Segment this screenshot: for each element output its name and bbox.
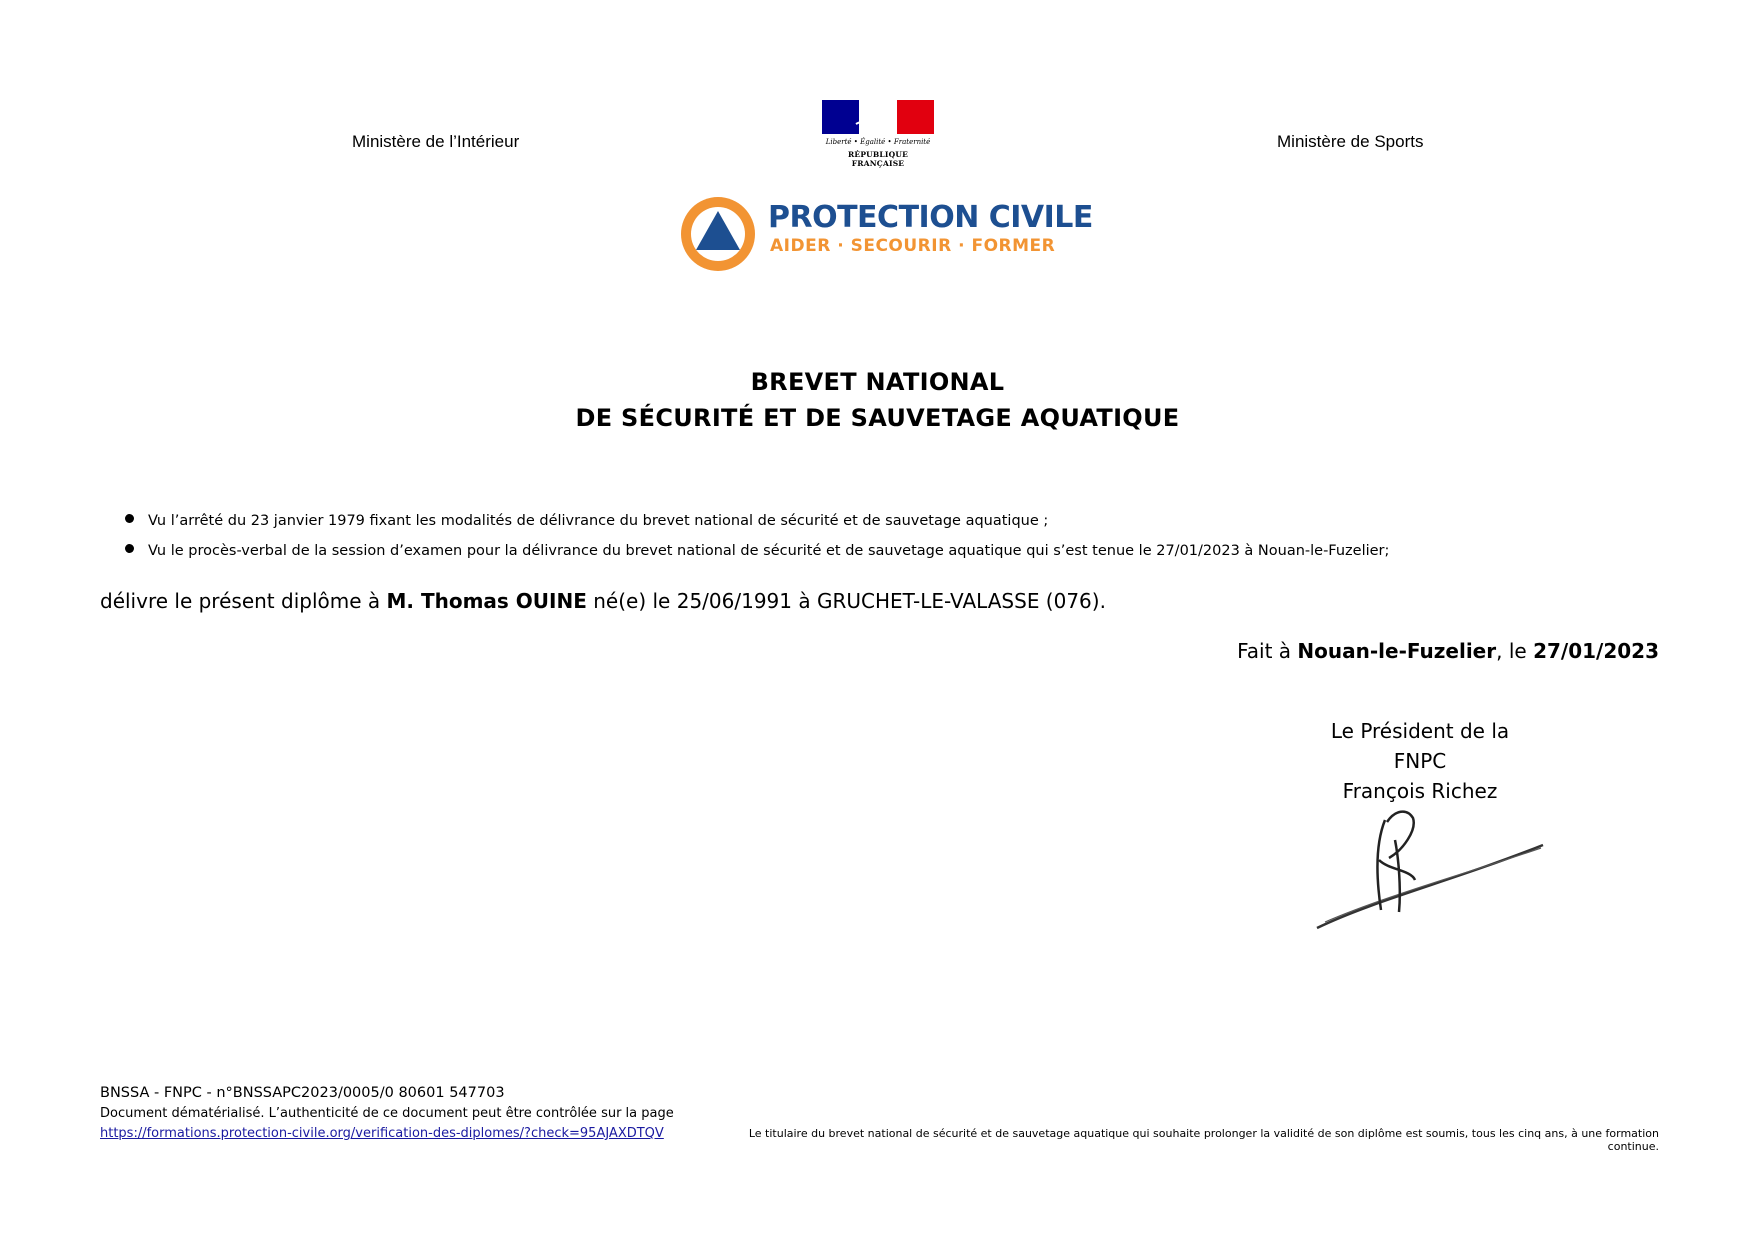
signatory-organization: FNPC: [1393, 749, 1447, 773]
made-at-date: 27/01/2023: [1533, 639, 1659, 663]
signatory-role: Le Président de la: [1330, 719, 1510, 743]
authenticity-note: Document dématérialisé. L’authenticité de ce document peut être contrôlée sur la page: [100, 1106, 674, 1121]
rf-motto: Liberté • Égalité • Fraternité: [825, 138, 931, 146]
signatory-name: François Richez: [1342, 779, 1498, 803]
holder-name: M. Thomas: [386, 589, 516, 613]
consideration-text: Vu l’arrêté du 23 janvier 1979 fixant les modalités de délivrance du brevet national de sécurité et de sauvetage aquatique ;: [148, 513, 1049, 529]
protection-civile-emblem-icon: [680, 196, 756, 272]
diploma-title-line-2: DE SÉCURITÉ ET DE SAUVETAGE AQUATIQUE: [575, 404, 1180, 432]
diploma-reference: BNSSA - FNPC - n°BNSSAPC2023/0005/0 80601 547703: [100, 1085, 505, 1101]
handwritten-signature: [1315, 800, 1545, 935]
made-at-statement: [1237, 639, 1659, 663]
delivery-prefix: délivre le présent diplôme à: [100, 589, 387, 613]
protection-civile-tagline: AIDER · SECOURIR · FORMER: [770, 236, 1056, 256]
protection-civile-title: PROTECTION CIVILE: [768, 200, 1093, 235]
ministry-sports: Ministère de Sports: [1277, 132, 1424, 151]
holder-surname: OUINE: [515, 589, 587, 613]
delivery-suffix: né(e) le 25/06/1991 à GRUCHET-LE-VALASSE (076).: [586, 589, 1106, 613]
verification-link[interactable]: https://formations.protection-civile.org/verification-des-diplomes/?check=95AJAXDTQV: [100, 1126, 664, 1141]
bullet-icon: [125, 544, 134, 553]
made-at-place: Nouan-le-Fuzelier: [1297, 639, 1497, 663]
made-at-prefix: Fait à: [1237, 639, 1298, 663]
consideration-item: [125, 543, 1389, 559]
rf-name: RÉPUBLIQUE FRANÇAISE: [847, 150, 909, 168]
made-at-middle: , le: [1496, 639, 1534, 663]
consideration-text: Vu le procès-verbal de la session d’examen pour la délivrance du brevet national de sécurité et de sauvetage aquatique qui s’est tenue le 27/01/2023 à Nouan-le-Fuzelier;: [148, 543, 1390, 559]
consideration-item: [125, 513, 1048, 529]
diploma-title-line-1: BREVET NATIONAL: [750, 368, 1005, 396]
delivery-statement: [100, 589, 1106, 613]
marianne-profile-icon: [850, 102, 906, 134]
republique-francaise-logo: [822, 100, 934, 168]
bullet-icon: [125, 514, 134, 523]
continuing-education-note: Le titulaire du brevet national de sécurité et de sauvetage aquatique qui souhaite prolonger la validité de son diplôme est soumis, tous les cinq ans, à une formation continue.: [748, 1127, 1659, 1153]
ministry-interior: Ministère de l’Intérieur: [352, 132, 520, 151]
